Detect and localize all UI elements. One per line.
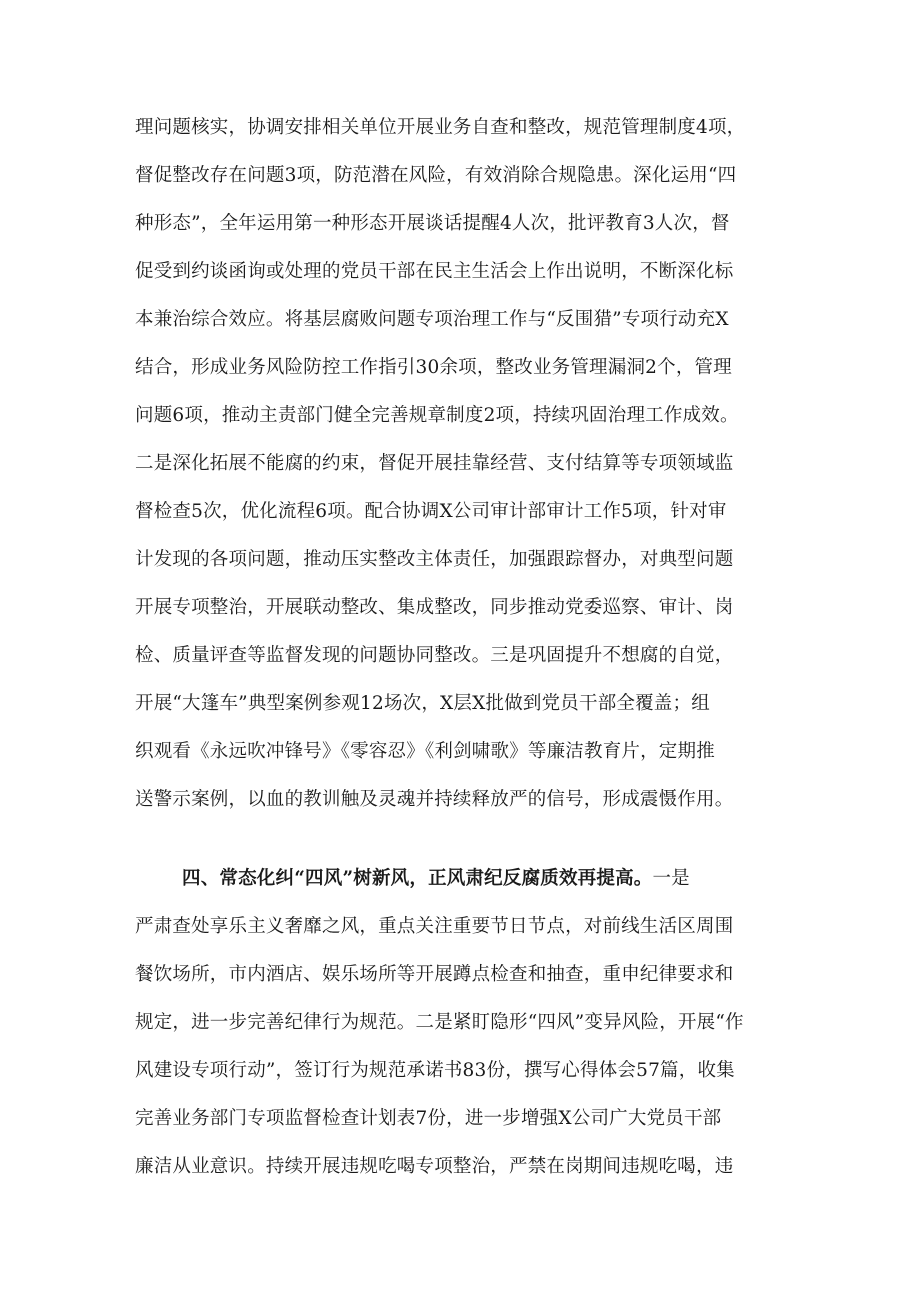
section-four-heading-line <box>182 864 690 894</box>
text-line: 风建设专项行动”，签订行为规范承诺书83份，撰写心得体会57篇，收集 <box>135 1060 735 1081</box>
text-line: 规定，进一步完善纪律行为规范。二是紧盯隐形“四风”变异风险，开展“作 <box>135 1012 744 1033</box>
section-heading: 四、常态化纠“四风”树新风，正风肃纪反腐质效再提高。 <box>182 868 653 889</box>
text-line: 送警示案例，以血的教训触及灵魂并持续释放严的信号，形成震慑作用。 <box>135 789 734 810</box>
text-line: 织观看《永远吹冲锋号》《零容忍》《利剑啸歌》等廉洁教育片，定期推 <box>135 741 715 762</box>
text-line: 督检查5次，优化流程6项。配合协调X公司审计部审计工作5项，针对审 <box>135 501 727 522</box>
text-line: 二是深化拓展不能腐的约束，督促开展挂靠经营、支付结算等专项领域监 <box>135 453 734 474</box>
text-line: 督促整改存在问题3项，防范潜在风险，有效消除合规隐患。深化运用“四 <box>135 165 737 186</box>
text-line: 计发现的各项问题，推动压实整改主体责任，加强跟踪督办，对典型问题 <box>135 549 734 570</box>
text-line: 廉洁从业意识。持续开展违规吃喝专项整治，严禁在岗期间违规吃喝，违 <box>135 1156 734 1177</box>
text-line: 餐饮场所，市内酒店、娱乐场所等开展蹲点检查和抽查，重申纪律要求和 <box>135 964 734 985</box>
text-line: 开展“大篷车”典型案例参观12场次，X层X批做到党员干部全覆盖；组 <box>135 693 710 714</box>
text-line: 检、质量评查等监督发现的问题协同整改。三是巩固提升不想腐的自觉， <box>135 645 734 666</box>
text-line: 促受到约谈函询或处理的党员干部在民主生活会上作出说明，不断深化标 <box>135 261 734 282</box>
text-line: 完善业务部门专项监督检查计划表7份，进一步增强X公司广大党员干部 <box>135 1108 722 1129</box>
text-line: 严肃查处享乐主义奢靡之风，重点关注重要节日节点，对前线生活区周围 <box>135 916 734 937</box>
text-line: 问题6项，推动主责部门健全完善规章制度2项，持续巩固治理工作成效。 <box>135 405 739 426</box>
text-line: 开展专项整治，开展联动整改、集成整改，同步推动党委巡察、审计、岗 <box>135 597 734 618</box>
text-line: 种形态”，全年运用第一种形态开展谈话提醒4人次，批评教育3人次，督 <box>135 213 730 234</box>
text-line: 本兼治综合效应。将基层腐败问题专项治理工作与“反围猎”专项行动充X <box>135 309 729 330</box>
heading-tail-text: 一是 <box>652 868 690 889</box>
text-line: 结合，形成业务风险防控工作指引30余项，整改业务管理漏洞2个，管理 <box>135 357 732 378</box>
text-line: 理问题核实，协调安排相关单位开展业务自查和整改，规范管理制度4项， <box>135 117 746 138</box>
